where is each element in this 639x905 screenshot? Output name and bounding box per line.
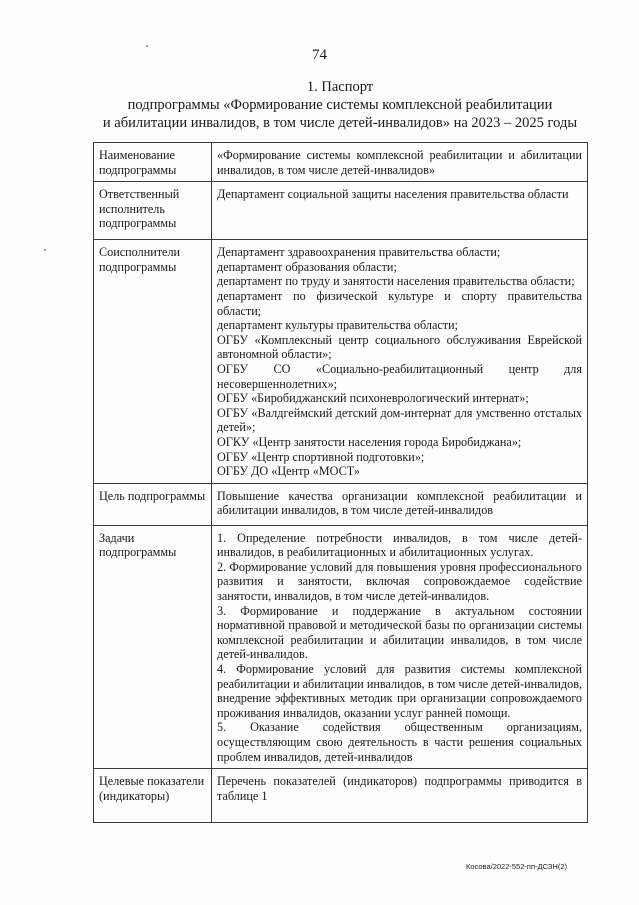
- row-value: «Формирование системы комплексной реабилитации и абилитации инвалидов, в том числе детей-инвалидов»: [212, 143, 588, 182]
- table-row: [94, 240, 588, 484]
- list-item: ОГБУ ДО «Центр «МОСТ»: [217, 464, 360, 479]
- table-row: [94, 769, 588, 823]
- list-item: ОГКУ «Центр занятости населения города Биробиджана»;: [217, 434, 522, 449]
- list-item: 5. Оказание содействия общественным организациям, осуществляющим свою деятельность в части решения социальных проблем инвалидов, детей-инвалидов: [217, 720, 582, 764]
- list-item: ОГБУ «Валдгеймский детский дом-интернат для умственно отсталых детей»;: [217, 405, 582, 435]
- table-row: [94, 182, 588, 240]
- page-number: 74: [312, 47, 327, 63]
- passport-table: [93, 142, 588, 823]
- row-value: Перечень показателей (индикаторов) подпрограммы приводится в таблице 1: [212, 769, 588, 823]
- document-footer-code: Косова/2022-552-пп-ДСЗН(2): [466, 862, 568, 871]
- list-item: 4. Формирование условий для развития системы комплексной реабилитации и абилитации инвалидов, в том числе детей-инвалидов, внедрение эффективных методик при организации сопровождаемого проживания инвалидов, оказании услуг ранней помощи.: [217, 662, 582, 720]
- list-item: 3. Формирование и поддержание в актуальном состоянии нормативной правовой и методической базы по организации системы комплексной реабилитации и абилитации инвалидов, в том числе детей-инвалидов.: [217, 603, 582, 662]
- list-item: 1. Определение потребности инвалидов, в том числе детей-инвалидов, в реабилитационных и абилитационных услугах.: [217, 530, 582, 560]
- list-item: ОГБУ СО «Социально-реабилитационный центр для несовершеннолетних»;: [217, 361, 582, 391]
- list-item: Департамент здравоохранения правительства области;: [217, 245, 501, 260]
- table-row: [94, 143, 588, 182]
- row-value: Повышение качества организации комплексной реабилитации и абилитации инвалидов, в том числе детей-инвалидов: [212, 483, 588, 525]
- list-item: 2. Формирование условий для повышения уровня профессионального развития и занятости, включая сопровождаемое содействие занятости, инвалидов, в том числе детей-инвалидов.: [217, 559, 582, 604]
- list-item: департамент образования области;: [217, 259, 397, 274]
- list-item: департамент по труду и занятости населения правительства области;: [217, 274, 575, 289]
- title-line: подпрограммы «Формирование системы комплексной реабилитации: [127, 97, 553, 113]
- tasks-list: [212, 525, 588, 769]
- row-label: Ответственный исполнитель подпрограммы: [94, 182, 212, 240]
- list-item: ОГБУ «Комплексный центр социального обслуживания Еврейской автономной области»;: [217, 332, 582, 362]
- table-row: [94, 525, 588, 769]
- row-label: Задачи подпрограммы: [94, 525, 212, 769]
- list-item: ОГБУ «Биробиджанский психоневрологический интернат»;: [217, 391, 529, 406]
- title-line: 1. Паспорт: [306, 79, 374, 95]
- coexecutors-list: [212, 240, 588, 484]
- list-item: ОГБУ «Центр спортивной подготовки»;: [217, 449, 425, 464]
- document-title: [90, 78, 590, 132]
- list-item: департамент по физической культуре и спорту правительства области;: [217, 288, 582, 318]
- row-label: Целевые показатели (индикаторы): [94, 769, 212, 823]
- row-label: Цель подпрограммы: [94, 483, 212, 525]
- list-item: департамент культуры правительства области;: [217, 318, 459, 333]
- table-row: [94, 483, 588, 525]
- row-label: Наименование подпрограммы: [94, 143, 212, 182]
- scan-speck: [44, 249, 46, 251]
- row-value: Департамент социальной защиты населения правительства области: [212, 182, 588, 240]
- title-line: и абилитации инвалидов, в том числе детей-инвалидов» на 2023 – 2025 годы: [102, 115, 578, 131]
- row-label: Соисполнители подпрограммы: [94, 240, 212, 484]
